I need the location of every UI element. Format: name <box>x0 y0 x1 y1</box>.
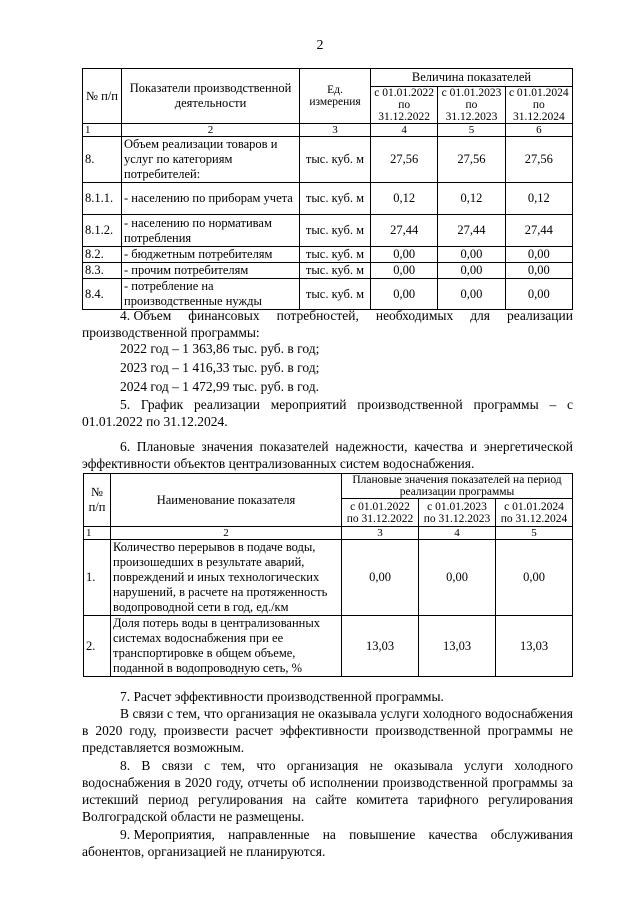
row-name: Количество перерывов в подаче воды, произошедших в результате аварий, повреждений и иных технологических нарушений, в расчете на протяженность водопроводной сети в год, ед./км <box>111 540 342 616</box>
row-value-2023: 27,56 <box>438 137 505 183</box>
column-numbers-row <box>83 124 573 137</box>
row-name: Доля потерь воды в централизованных системах водоснабжения при ее транспортировке в общем объеме, поданной в водопроводную сеть, % <box>111 616 342 677</box>
header-values-group: Плановые значения показателей на период реализации программы <box>342 474 573 499</box>
row-value-2023: 0,00 <box>438 279 505 310</box>
header-period-2022: с 01.01.2022 по 31.12.2022 <box>342 499 419 527</box>
col-number: 4 <box>371 124 438 137</box>
table-row <box>83 247 573 263</box>
row-value-2024: 0,00 <box>505 247 572 263</box>
section-8: 8. В связи с тем, что организация не оказывала услуги холодного водоснабжения в 2020 году, отчеты об исполнении производственной программы за истекший период регулирования на сайте комитета тарифного регулирования Волгоградской области не размещены. <box>82 758 573 824</box>
row-value-2023: 0,00 <box>438 247 505 263</box>
row-unit: тыс. куб. м <box>300 137 371 183</box>
row-name: - населению по нормативам потребления <box>122 215 300 247</box>
row-value-2022: 0,00 <box>371 247 438 263</box>
row-value-2022: 0,12 <box>371 183 438 215</box>
table-row <box>83 215 573 247</box>
row-unit: тыс. куб. м <box>300 247 371 263</box>
header-num: № п/п <box>83 69 122 124</box>
col-number: 3 <box>342 527 419 540</box>
section-6: 6. Плановые значения показателей надежности, качества и энергетической эффективности объектов централизованных систем водоснабжения. <box>82 439 573 471</box>
header-values-group: Величина показателей <box>371 69 573 87</box>
word: обслуживания <box>490 827 573 842</box>
table-row <box>83 279 573 310</box>
row-num: 2. <box>84 616 111 677</box>
row-unit: тыс. куб. м <box>300 279 371 310</box>
section-9 <box>82 826 573 860</box>
row-num: 8.4. <box>83 279 122 310</box>
header-period-2024: с 01.01.2024 по 31.12.2024 <box>496 499 573 527</box>
section-9-line1 <box>82 826 573 843</box>
table-header-row <box>83 69 573 87</box>
header-indicator: Наименование показателя <box>111 474 342 527</box>
col-number: 1 <box>83 124 122 137</box>
header-period-2023: с 01.01.2023 по 31.12.2023 <box>438 87 505 124</box>
row-name: - потребление на производственные нужды <box>122 279 300 310</box>
row-unit: тыс. куб. м <box>300 263 371 279</box>
section-5: 5. График реализации мероприятий производственной программы – с 01.01.2022 по 31.12.2024. <box>82 397 573 429</box>
header-indicator: Показатели производственной деятельности <box>122 69 300 124</box>
row-name: - населению по приборам учета <box>122 183 300 215</box>
row-value-2024: 27,44 <box>505 215 572 247</box>
row-value-2024: 0,00 <box>505 263 572 279</box>
col-number: 1 <box>84 527 111 540</box>
row-num: 8. <box>83 137 122 183</box>
row-num: 1. <box>84 540 111 616</box>
header-period-2022: с 01.01.2022 по 31.12.2022 <box>371 87 438 124</box>
word: потребностей, <box>276 308 359 323</box>
section-4 <box>82 307 573 341</box>
row-num: 8.2. <box>83 247 122 263</box>
col-number: 2 <box>111 527 342 540</box>
row-unit: тыс. куб. м <box>300 183 371 215</box>
row-value-2022: 0,00 <box>371 263 438 279</box>
page-number: 2 <box>316 38 324 53</box>
row-unit: тыс. куб. м <box>300 215 371 247</box>
table-row <box>84 616 573 677</box>
table-row <box>83 137 573 183</box>
table-header-row <box>84 474 573 499</box>
column-numbers-row <box>84 527 573 540</box>
row-value-2022: 13,03 <box>342 616 419 677</box>
row-name: - прочим потребителям <box>122 263 300 279</box>
header-unit: Ед. измерения <box>300 69 371 124</box>
table-row <box>84 540 573 616</box>
financial-years-list <box>120 339 319 396</box>
word: 9. Мероприятия, <box>120 827 215 842</box>
row-value-2023: 13,03 <box>419 616 496 677</box>
header-period-2024: с 01.01.2024 по 31.12.2024 <box>505 87 572 124</box>
word: для <box>470 308 491 323</box>
row-value-2022: 0,00 <box>342 540 419 616</box>
col-number: 4 <box>419 527 496 540</box>
table-row <box>83 263 573 279</box>
row-num: 8.1.2. <box>83 215 122 247</box>
word: направленные <box>228 827 310 842</box>
header-num: № п/п <box>84 474 111 527</box>
col-number: 3 <box>300 124 371 137</box>
row-value-2024: 13,03 <box>496 616 573 677</box>
year-item: 2022 год – 1 363,86 тыс. руб. в год; <box>120 341 320 356</box>
header-period-2023: с 01.01.2023 по 31.12.2023 <box>419 499 496 527</box>
row-name: - бюджетным потребителям <box>122 247 300 263</box>
row-value-2024: 0,12 <box>505 183 572 215</box>
row-value-2024: 0,00 <box>496 540 573 616</box>
word: необходимых <box>375 308 454 323</box>
word: 4. Объем <box>120 308 172 323</box>
section-4-line1 <box>82 307 573 324</box>
word: реализации <box>506 308 573 323</box>
year-item: 2023 год – 1 416,33 тыс. руб. в год; <box>120 360 320 375</box>
row-name: Объем реализации товаров и услуг по категориям потребителей: <box>122 137 300 183</box>
col-number: 5 <box>496 527 573 540</box>
word: качества <box>428 827 478 842</box>
production-indicators-table <box>82 68 573 310</box>
col-number: 5 <box>438 124 505 137</box>
col-number: 2 <box>122 124 300 137</box>
section-9-line2: абонентов, организацией не планируются. <box>82 844 326 859</box>
row-num: 8.1.1. <box>83 183 122 215</box>
reliability-indicators-table <box>83 473 573 677</box>
row-value-2024: 27,56 <box>505 137 572 183</box>
year-item: 2024 год – 1 472,99 тыс. руб. в год. <box>120 379 319 394</box>
col-number: 6 <box>505 124 572 137</box>
word: на <box>322 827 336 842</box>
table-row <box>83 183 573 215</box>
row-value-2023: 0,00 <box>438 263 505 279</box>
row-value-2023: 0,12 <box>438 183 505 215</box>
row-value-2024: 0,00 <box>505 279 572 310</box>
row-value-2023: 27,44 <box>438 215 505 247</box>
section-7-title: 7. Расчет эффективности производственной программы. <box>120 689 444 704</box>
row-value-2022: 0,00 <box>371 279 438 310</box>
row-value-2022: 27,56 <box>371 137 438 183</box>
section-4-line2: производственной программы: <box>82 325 260 340</box>
row-num: 8.3. <box>83 263 122 279</box>
row-value-2023: 0,00 <box>419 540 496 616</box>
section-7-text: В связи с тем, что организация не оказывала услуги холодного водоснабжения в 2020 году, произвести расчет эффективности производственной программы не представляется возможным. <box>82 706 573 755</box>
row-value-2022: 27,44 <box>371 215 438 247</box>
word: финансовых <box>188 308 260 323</box>
word: повышение <box>349 827 416 842</box>
